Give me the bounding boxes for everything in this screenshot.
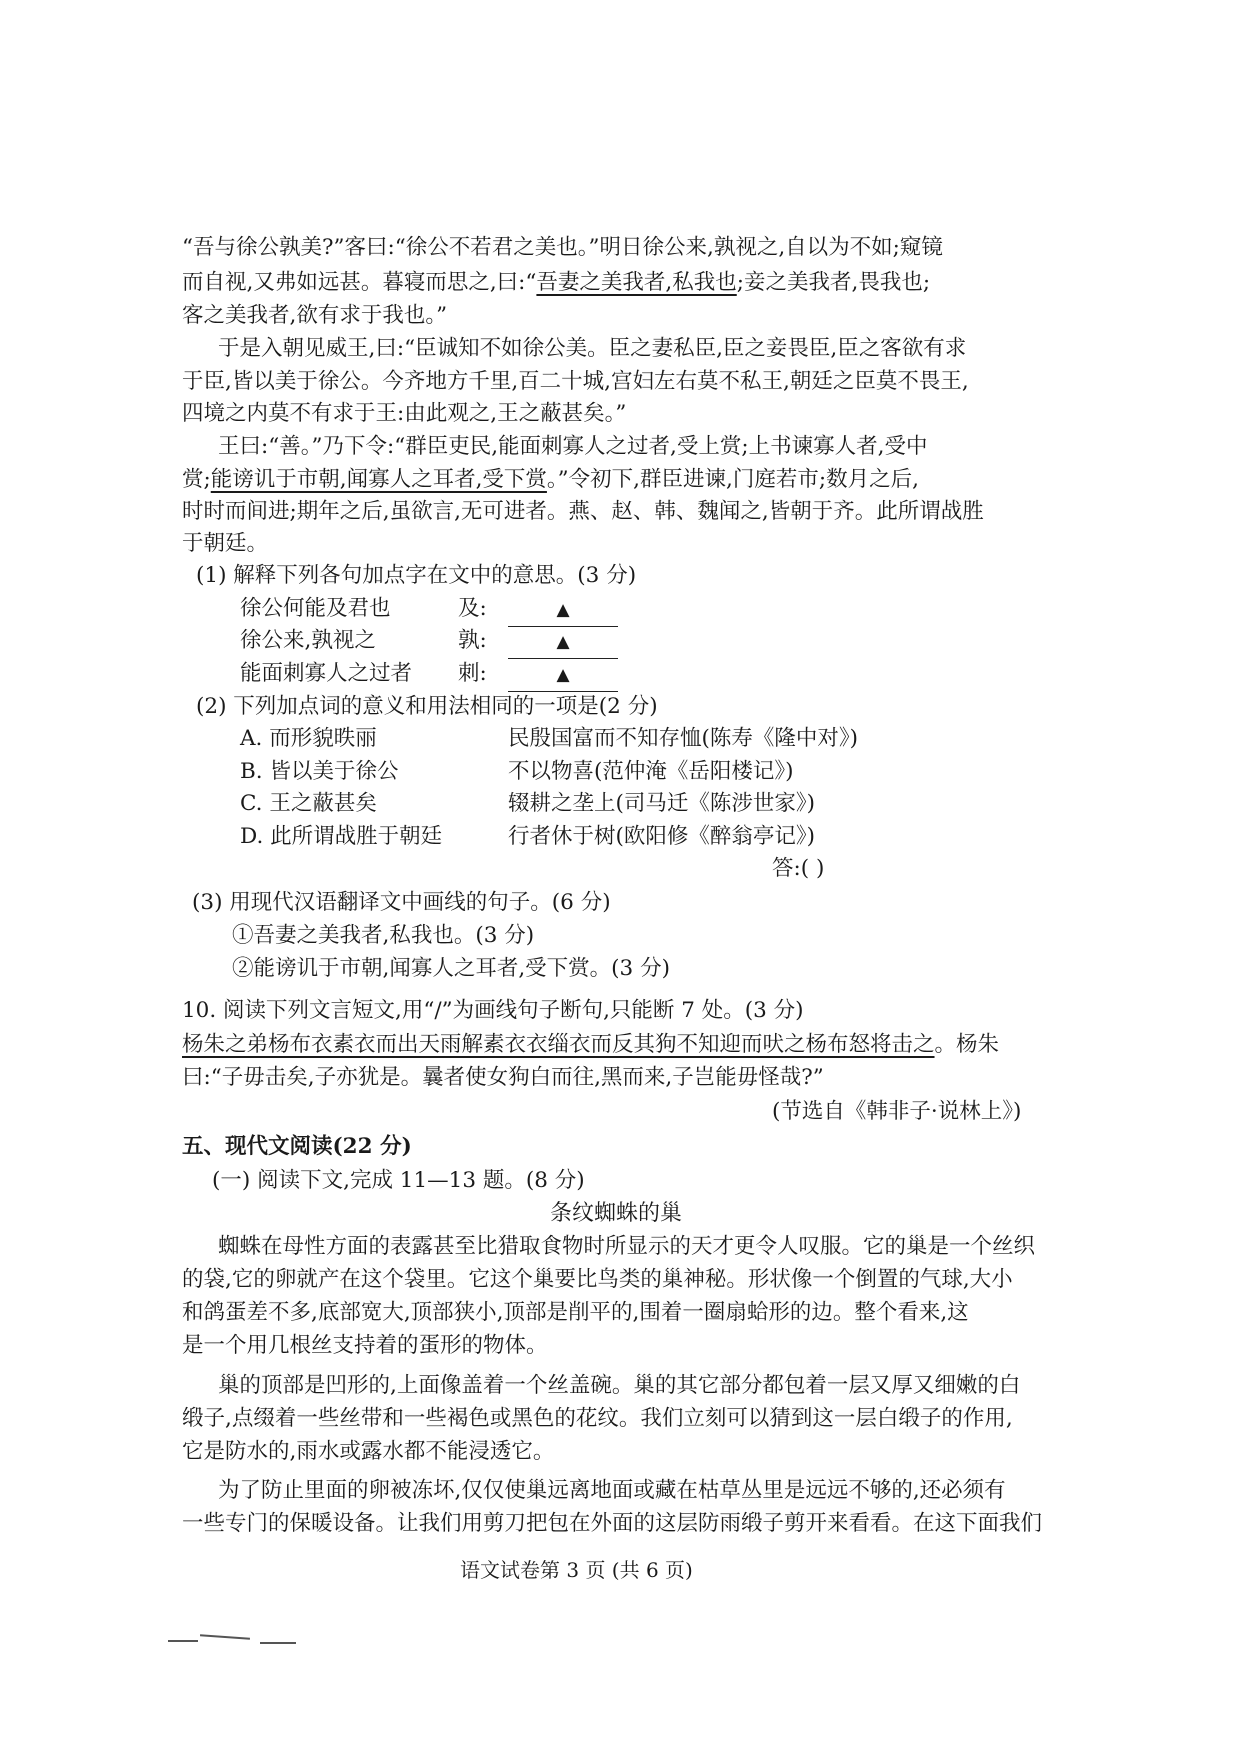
underlined-sentence-1: 吾妻之美我者,私我也 (536, 270, 737, 295)
passage-line-9: 时时而间进;期年之后,虽欲言,无可进者。燕、赵、韩、魏闻之,皆朝于齐。此所谓战胜 (182, 499, 984, 524)
q1-item-1 (240, 593, 570, 625)
article-line-5: 巢的顶部是凹形的,上面像盖着一个丝盖碗。巢的其它部分都包着一层又厚又细嫩的白 (218, 1373, 1021, 1398)
q1-sentence: 能面刺寡人之过者 (240, 661, 413, 686)
q1-sentence: 徐公来,孰视之 (240, 628, 376, 653)
q2-answer[interactable]: 答:( ) (772, 856, 825, 881)
q3-item-2: ②能谤讥于市朝,闻寡人之耳者,受下赏。(3 分) (232, 956, 670, 981)
q2-option-c (240, 788, 816, 820)
option-right: 行者休于树(欧阳修《醉翁亭记》) (508, 824, 816, 849)
article-line-9: 一些专门的保暖设备。让我们用剪刀把包在外面的这层防雨缎子剪开来看看。在这下面我们 (182, 1511, 1043, 1536)
q2-stem: (2) 下列加点词的意义和用法相同的一项是(2 分) (196, 694, 658, 719)
passage-text: 。”令初下,群臣进谏,门庭若市;数月之后, (546, 467, 919, 492)
page-footer: 语文试卷第 3 页 (共 6 页) (460, 1558, 693, 1582)
answer-blank[interactable] (508, 625, 618, 659)
article-line-3: 和鸽蛋差不多,底部宽大,顶部狭小,顶部是削平的,围着一圈扇蛤形的边。整个看来,这 (182, 1300, 969, 1325)
q10-text-line-2: 曰:“子毋击矣,子亦犹是。曩者使女狗白而往,黑而来,子岂能毋怪哉?” (182, 1065, 824, 1090)
option-right: 辍耕之垄上(司马迁《陈涉世家》) (508, 791, 816, 816)
passage-line-10: 于朝廷。 (182, 531, 269, 556)
q10-text-line-1 (182, 1029, 999, 1061)
q3-item-1: ①吾妻之美我者,私我也。(3 分) (232, 923, 535, 948)
q2-option-a (240, 723, 859, 755)
option-right: 不以物喜(范仲淹《岳阳楼记》) (508, 759, 794, 784)
section-5-sub: (一) 阅读下文,完成 11—13 题。(8 分) (212, 1168, 585, 1193)
scan-mark (168, 1640, 198, 1642)
q1-char-label: 刺: (458, 661, 487, 686)
passage-line-4: 于是入朝见威王,曰:“臣诚知不如徐公美。臣之妻私臣,臣之妾畏臣,臣之客欲有求 (218, 336, 967, 361)
passage-text: 赏; (182, 467, 211, 492)
passage-text: 而自视,又弗如远甚。暮寝而思之,曰:“ (182, 270, 537, 295)
q2-option-d (240, 821, 816, 853)
article-line-2: 的袋,它的卵就产在这个袋里。它这个巢要比鸟类的巢神秘。形状像一个倒置的气球,大小 (182, 1267, 1013, 1292)
q1-sentence: 徐公何能及君也 (240, 596, 391, 621)
article-line-4: 是一个用几根丝支持着的蛋形的物体。 (182, 1333, 548, 1358)
article-line-1: 蜘蛛在母性方面的表露甚至比猎取食物时所显示的天才更令人叹服。它的巢是一个丝织 (218, 1234, 1036, 1259)
triangle-icon: ▲ (556, 600, 570, 620)
q1-item-3 (240, 658, 570, 690)
q10-stem: 10. 阅读下列文言短文,用“/”为画线句子断句,只能断 7 处。(3 分) (182, 998, 804, 1023)
q10-source: (节选自《韩非子·说林上》) (772, 1099, 1022, 1124)
q10-underlined-text[interactable]: 杨朱之弟杨布衣素衣而出天雨解素衣衣缁衣而反其狗不知迎而吠之杨布怒将击之 (182, 1032, 935, 1057)
option-right: 民殷国富而不知存恤(陈寿《隆中对》) (508, 726, 859, 751)
passage-line-2 (182, 267, 930, 299)
option-left: C. 王之蔽甚矣 (240, 791, 377, 816)
article-line-7: 它是防水的,雨水或露水都不能浸透它。 (182, 1439, 555, 1464)
passage-line-1: “吾与徐公孰美?”客曰:“徐公不若君之美也。”明日徐公来,孰视之,自以为不如;窥镜 (182, 235, 943, 260)
q2-option-b (240, 756, 794, 788)
option-left: A. 而形貌昳丽 (240, 726, 377, 751)
underlined-sentence-2: 能谤讥于市朝,闻寡人之耳者,受下赏 (210, 467, 547, 492)
passage-line-5: 于臣,皆以美于徐公。今齐地方千里,百二十城,宫妇左右莫不私王,朝廷之臣莫不畏王, (182, 369, 969, 394)
passage-line-7: 王曰:“善。”乃下令:“群臣吏民,能面刺寡人之过者,受上赏;上书谏寡人者,受中 (218, 434, 928, 459)
passage-text: ;妾之美我者,畏我也; (736, 270, 931, 295)
answer-blank[interactable] (508, 658, 618, 692)
triangle-icon: ▲ (556, 632, 570, 652)
q3-stem: (3) 用现代汉语翻译文中画线的句子。(6 分) (192, 890, 611, 915)
q1-char-label: 孰: (458, 628, 487, 653)
passage-line-8 (182, 464, 919, 496)
q1-stem: (1) 解释下列各句加点字在文中的意思。(3 分) (196, 563, 637, 588)
triangle-icon: ▲ (556, 665, 570, 685)
q1-item-2 (240, 625, 570, 657)
scan-mark (260, 1642, 296, 1644)
option-left: B. 皆以美于徐公 (240, 759, 399, 784)
answer-blank[interactable] (508, 593, 618, 627)
article-line-6: 缎子,点缀着一些丝带和一些褐色或黑色的花纹。我们立刻可以猜到这一层白缎子的作用, (182, 1406, 1013, 1431)
scan-mark (200, 1634, 250, 1639)
passage-line-3: 客之美我者,欲有求于我也。” (182, 303, 448, 328)
q10-text: 。杨朱 (934, 1032, 1000, 1057)
section-5-heading: 五、现代文阅读(22 分) (182, 1134, 412, 1159)
q1-char-label: 及: (458, 596, 487, 621)
article-title: 条纹蜘蛛的巢 (550, 1201, 683, 1226)
article-line-8: 为了防止里面的卵被冻坏,仅仅使巢远离地面或藏在枯草丛里是远远不够的,还必须有 (218, 1478, 1006, 1503)
option-left: D. 此所谓战胜于朝廷 (240, 824, 443, 849)
passage-line-6: 四境之内莫不有求于王:由此观之,王之蔽甚矣。” (182, 401, 627, 426)
